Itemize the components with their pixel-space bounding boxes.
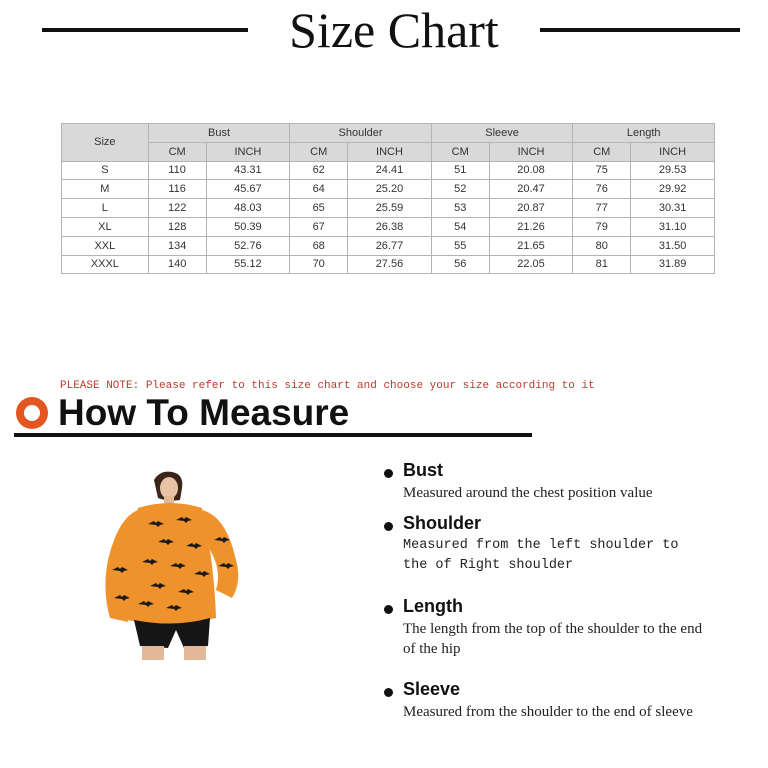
- size-cell: L: [62, 199, 149, 218]
- table-cell: 29.53: [631, 161, 715, 180]
- table-cell: 20.08: [489, 161, 573, 180]
- table-cell: 24.41: [348, 161, 432, 180]
- table-cell: 52: [431, 180, 489, 199]
- table-cell: 76: [573, 180, 631, 199]
- table-row: [62, 255, 715, 274]
- size-chart-header: [0, 0, 768, 60]
- table-cell: 56: [431, 255, 489, 274]
- size-note: PLEASE NOTE: Please refer to this size chart and choose your size according to it: [60, 380, 595, 392]
- table-cell: 62: [290, 161, 348, 180]
- table-cell: 27.56: [348, 255, 432, 274]
- table-cell: 20.47: [489, 180, 573, 199]
- table-cell: 31.89: [631, 255, 715, 274]
- bat-sweatshirt-illustration: [98, 470, 244, 660]
- table-cell: 20.87: [489, 199, 573, 218]
- unit-cm-header: CM: [573, 142, 631, 161]
- unit-cm-header: CM: [148, 142, 206, 161]
- unit-cm-header: CM: [431, 142, 489, 161]
- table-cell: 77: [573, 199, 631, 218]
- bullet-icon: [384, 605, 393, 614]
- table-cell: 68: [290, 236, 348, 255]
- target-ring-icon: [16, 397, 48, 429]
- size-cell: M: [62, 180, 149, 199]
- table-cell: 48.03: [206, 199, 290, 218]
- table-row: [62, 217, 715, 236]
- table-row: [62, 199, 715, 218]
- table-cell: 128: [148, 217, 206, 236]
- table-row: [62, 236, 715, 255]
- unit-inch-header: INCH: [206, 142, 290, 161]
- table-cell: 25.59: [348, 199, 432, 218]
- table-row: [62, 180, 715, 199]
- measure-item-name: Length: [403, 596, 463, 616]
- how-to-measure-underline: [14, 433, 532, 437]
- size-cell: XXL: [62, 236, 149, 255]
- table-cell: 140: [148, 255, 206, 274]
- table-cell: 51: [431, 161, 489, 180]
- length-group-header: Length: [573, 124, 715, 143]
- unit-inch-header: INCH: [631, 142, 715, 161]
- table-cell: 45.67: [206, 180, 290, 199]
- measure-item-desc: Measured from the shoulder to the end of sleeve: [403, 704, 693, 720]
- table-cell: 122: [148, 199, 206, 218]
- table-cell: 52.76: [206, 236, 290, 255]
- measure-item-desc: Measured from the left shoulder to the of Right shoulder: [403, 538, 679, 573]
- table-unit-header-row: [62, 142, 715, 161]
- unit-cm-header: CM: [290, 142, 348, 161]
- measure-item-desc: The length from the top of the shoulder to the end of the hip: [403, 621, 703, 657]
- table-row: [62, 161, 715, 180]
- bullet-icon: [384, 688, 393, 697]
- measure-item-name: Shoulder: [403, 513, 482, 533]
- size-table: [61, 123, 715, 274]
- table-cell: 64: [290, 180, 348, 199]
- bullet-icon: [384, 522, 393, 531]
- sleeve-group-header: Sleeve: [431, 124, 573, 143]
- size-cell: XXXL: [62, 255, 149, 274]
- title-rule-right: [540, 28, 740, 32]
- table-cell: 25.20: [348, 180, 432, 199]
- bullet-icon: [384, 469, 393, 478]
- model-illustration: [98, 470, 244, 660]
- table-cell: 116: [148, 180, 206, 199]
- page-title: Size Chart: [289, 2, 499, 58]
- table-cell: 31.10: [631, 217, 715, 236]
- table-cell: 67: [290, 217, 348, 236]
- table-cell: 50.39: [206, 217, 290, 236]
- bust-group-header: Bust: [148, 124, 290, 143]
- measure-item-name: Sleeve: [403, 679, 461, 699]
- table-cell: 65: [290, 199, 348, 218]
- size-column-header: Size: [62, 124, 149, 162]
- table-cell: 70: [290, 255, 348, 274]
- unit-inch-header: INCH: [489, 142, 573, 161]
- measure-item-name: Bust: [403, 460, 443, 480]
- table-cell: 54: [431, 217, 489, 236]
- table-cell: 31.50: [631, 236, 715, 255]
- measure-item-desc: Measured around the chest position value: [403, 485, 653, 501]
- table-cell: 55: [431, 236, 489, 255]
- table-cell: 43.31: [206, 161, 290, 180]
- table-cell: 134: [148, 236, 206, 255]
- table-cell: 30.31: [631, 199, 715, 218]
- table-cell: 81: [573, 255, 631, 274]
- table-cell: 22.05: [489, 255, 573, 274]
- title-rule-left: [42, 28, 248, 32]
- table-cell: 53: [431, 199, 489, 218]
- table-cell: 110: [148, 161, 206, 180]
- table-cell: 80: [573, 236, 631, 255]
- table-cell: 75: [573, 161, 631, 180]
- shoulder-group-header: Shoulder: [290, 124, 432, 143]
- table-cell: 55.12: [206, 255, 290, 274]
- size-cell: XL: [62, 217, 149, 236]
- unit-inch-header: INCH: [348, 142, 432, 161]
- table-cell: 79: [573, 217, 631, 236]
- table-cell: 29.92: [631, 180, 715, 199]
- table-cell: 21.65: [489, 236, 573, 255]
- size-table-body: [62, 161, 715, 274]
- table-cell: 26.77: [348, 236, 432, 255]
- size-cell: S: [62, 161, 149, 180]
- table-cell: 26.38: [348, 217, 432, 236]
- how-to-measure-title: How To Measure: [58, 392, 350, 433]
- table-cell: 21.26: [489, 217, 573, 236]
- table-group-header-row: [62, 124, 715, 143]
